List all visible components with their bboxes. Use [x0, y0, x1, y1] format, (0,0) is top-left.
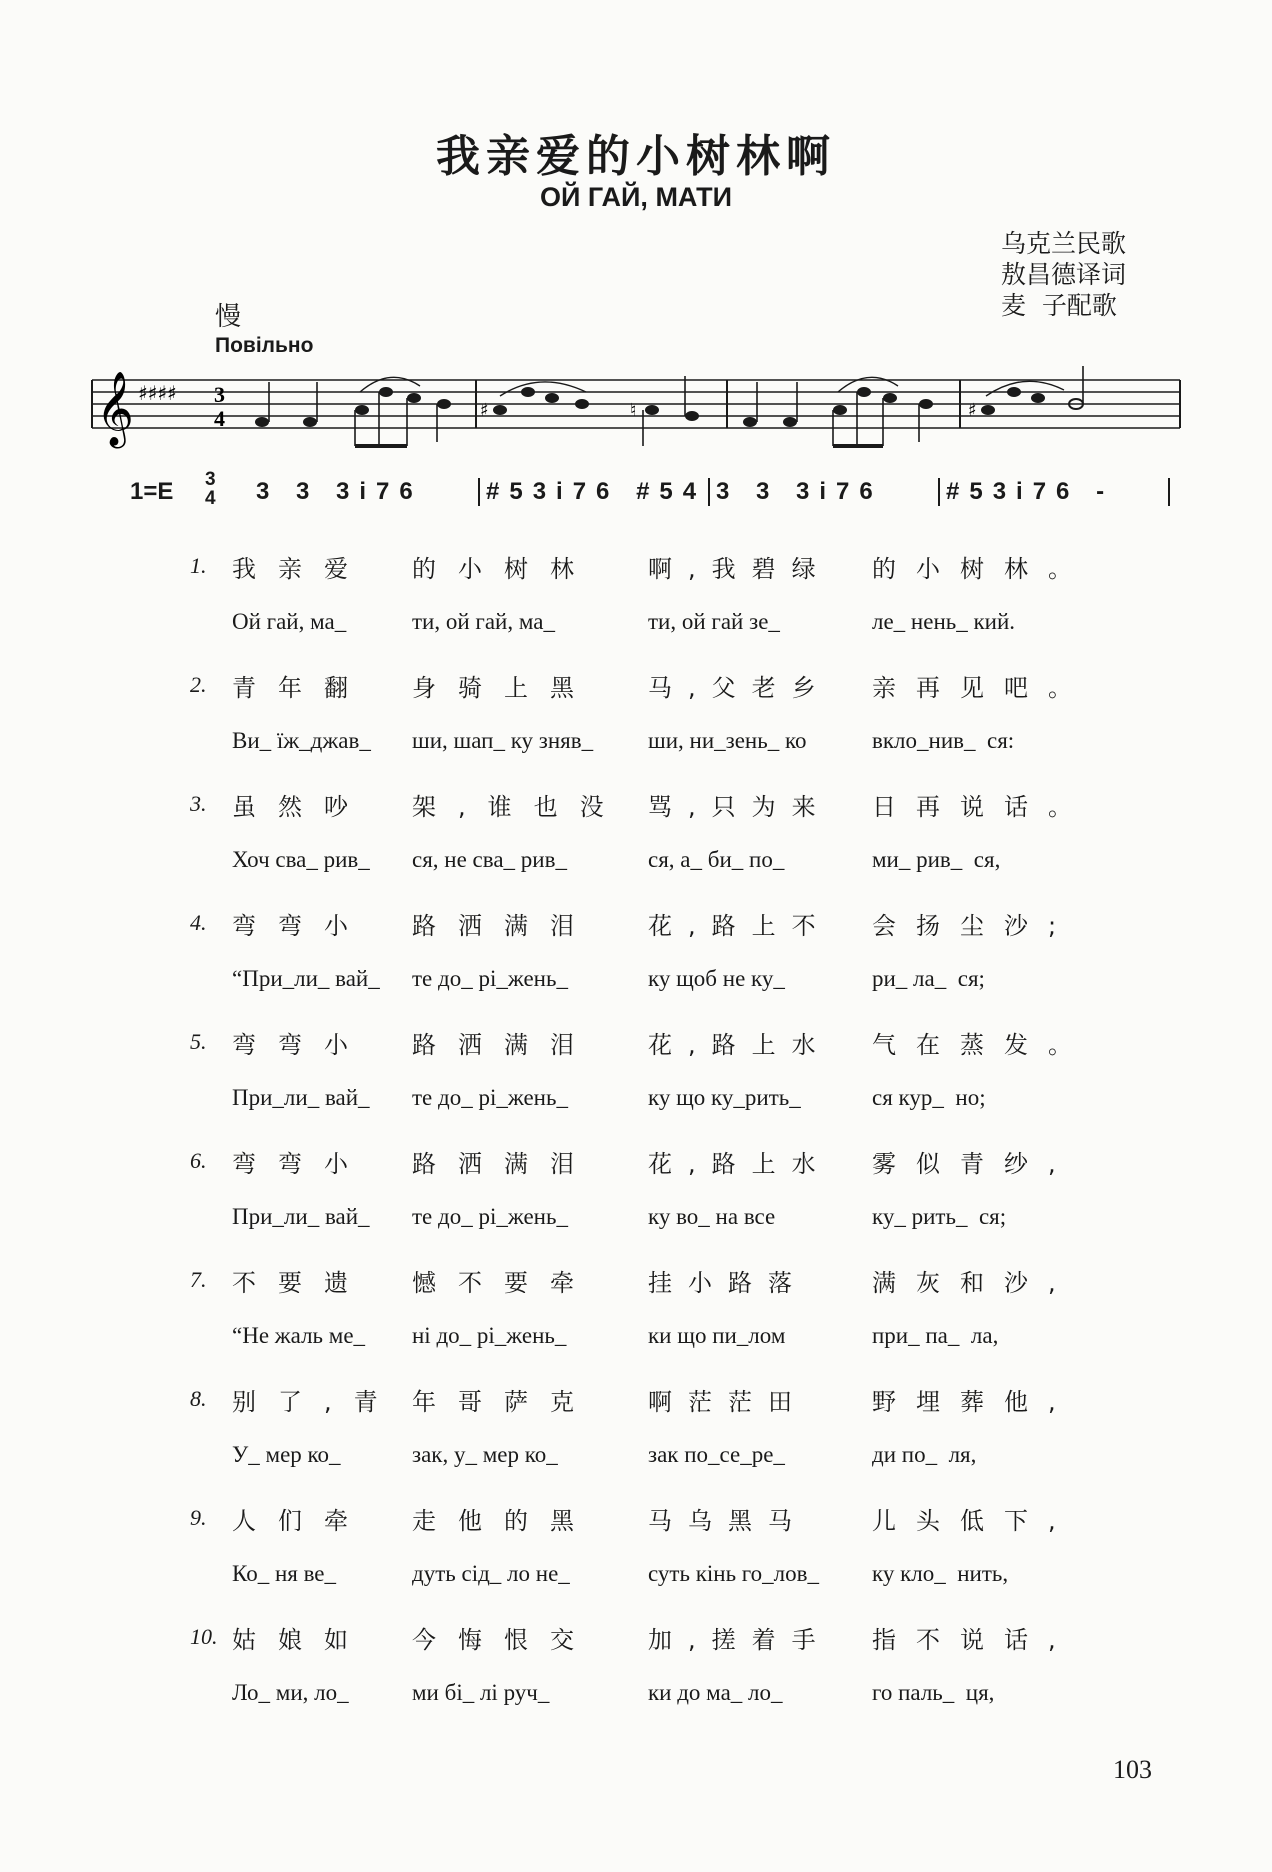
lyric-segment: ти, ой гай зе_ [648, 609, 780, 634]
lyric-segment: го паль_ ця, [872, 1680, 995, 1705]
lyric-line-ukrainian [190, 1308, 1110, 1364]
lyric-segment: ся, не сва_ рив_ [412, 847, 567, 872]
lyric-segment: 满灰和沙, [872, 1268, 1076, 1297]
lyric-line-chinese [190, 1252, 1110, 1308]
verse-number: 5. [190, 1029, 207, 1054]
lyric-segment: при_ па_ ла, [872, 1323, 999, 1348]
lyric-segment: ку щоб не ку_ [648, 966, 785, 991]
jianpu-time-signature [205, 470, 216, 508]
key-label: 1=E [130, 478, 174, 505]
lyric-segment: ся, а_ би_ по_ [648, 847, 785, 872]
lyric-segment: 骂,只为来 [648, 792, 832, 821]
lyric-segment: 走他的黑 [412, 1506, 596, 1535]
svg-text:♮: ♮ [630, 400, 637, 421]
lyric-segment: 啊,我碧绿 [648, 554, 832, 583]
lyric-segment: 的小树林。 [872, 554, 1092, 583]
verse-number: 9. [190, 1505, 207, 1530]
verse [190, 657, 1110, 769]
lyric-segment: 姑娘如 [232, 1625, 370, 1654]
lyric-line-ukrainian [190, 1546, 1110, 1602]
lyric-segment: суть кінь го_лов_ [648, 1561, 820, 1586]
accidentals [480, 400, 977, 421]
svg-text:♯: ♯ [968, 400, 977, 421]
verse-number: 3. [190, 791, 207, 816]
lyric-line-chinese [190, 1609, 1110, 1665]
lyric-segment: ми бі_ лі руч_ [412, 1680, 550, 1705]
lyric-segment: 人们牵 [232, 1506, 370, 1535]
verse [190, 776, 1110, 888]
lyric-segment: 花,路上水 [648, 1149, 832, 1178]
jianpu-measure-4: #53i76 - [940, 478, 1170, 506]
jianpu-measures [250, 478, 1170, 506]
lyric-segment: 憾不要牵 [412, 1268, 596, 1297]
lyric-segment: 路洒满泪 [412, 1149, 596, 1178]
lyric-segment: дуть сід_ ло не_ [412, 1561, 570, 1586]
lyric-line-ukrainian [190, 713, 1110, 769]
verse [190, 1252, 1110, 1364]
lyric-segment: 野埋葬他, [872, 1387, 1076, 1416]
lyric-segment: Ко_ ня ве_ [232, 1561, 337, 1586]
lyric-segment: ки що пи_лом [648, 1323, 786, 1348]
credits [1001, 228, 1126, 321]
lyric-segment: ки до ма_ ло_ [648, 1680, 783, 1705]
lyric-line-chinese [190, 1014, 1110, 1070]
lyric-segment: 马,父老乡 [648, 673, 832, 702]
lyric-line-chinese [190, 1490, 1110, 1546]
verse-number: 4. [190, 910, 207, 935]
verse [190, 1609, 1110, 1721]
lyric-segment: 亲再见吧。 [872, 673, 1092, 702]
lyric-segment: ле_ нень_ кий. [872, 609, 1016, 634]
time-signature-bottom: 4 [214, 406, 225, 431]
lyric-segment: ши, шап_ ку зняв_ [412, 728, 594, 753]
lyric-line-chinese [190, 538, 1110, 594]
lyric-segment: 路洒满泪 [412, 1030, 596, 1059]
lyric-segment: “При_ли_ вай_ [232, 966, 380, 991]
lyric-segment: У_ мер ко_ [232, 1442, 341, 1467]
lyric-segment: “Не жаль ме_ [232, 1323, 366, 1348]
lyric-segment: 马乌黑马 [648, 1506, 808, 1535]
lyric-segment: 我亲爱 [232, 554, 370, 583]
verse-number: 6. [190, 1148, 207, 1173]
verse [190, 1371, 1110, 1483]
lyric-line-ukrainian [190, 832, 1110, 888]
lyric-segment: 雾似青纱, [872, 1149, 1076, 1178]
verse [190, 895, 1110, 1007]
lyric-segment: 花,路上水 [648, 1030, 832, 1059]
lyric-segment: ши, ни_зень_ ко [648, 728, 807, 753]
lyric-segment: 身骑上黑 [412, 673, 596, 702]
verse-number: 8. [190, 1386, 207, 1411]
verse [190, 1014, 1110, 1126]
lyric-segment: ку що ку_рить_ [648, 1085, 801, 1110]
credit-origin: 乌克兰民歌 [1000, 229, 1126, 258]
credit-translator: 敖昌德译词 [1000, 260, 1126, 289]
verse-number: 10. [190, 1624, 218, 1649]
lyric-segment: 的小树林 [412, 554, 596, 583]
lyric-segment: 挂小路落 [648, 1268, 808, 1297]
lyric-line-chinese [190, 895, 1110, 951]
lyric-segment: Ой гай, ма_ [232, 609, 347, 634]
tempo-marking-chinese: 慢 [215, 302, 242, 332]
lyric-segment: зак по_се_ре_ [648, 1442, 785, 1467]
verse-number: 2. [190, 672, 207, 697]
jianpu-measure-3: 3 3 3i76 [710, 478, 940, 506]
lyric-segment: 指不说话, [872, 1625, 1076, 1654]
lyric-segment: ся кур_ но; [872, 1085, 986, 1110]
lyric-segment: 今悔恨交 [412, 1625, 596, 1654]
lyric-segment: ти, ой гай, ма_ [412, 609, 555, 634]
lyric-segment: 弯弯小 [232, 1149, 370, 1178]
key-signature-sharps: ♯♯♯♯ [138, 381, 177, 405]
lyric-segment: Ло_ ми, ло_ [232, 1680, 349, 1705]
lyric-segment: 日再说话。 [872, 792, 1092, 821]
time-signature-top: 3 [214, 382, 225, 407]
lyric-segment: 加,搓着手 [648, 1625, 832, 1654]
lyric-segment: 弯弯小 [232, 1030, 370, 1059]
jianpu-time-bottom: 4 [205, 488, 216, 509]
lyric-segment: 弯弯小 [232, 911, 370, 940]
lyric-segment: 啊茫茫田 [648, 1387, 808, 1416]
lyric-segment: ку_ рить_ ся; [872, 1204, 1007, 1229]
noteheads [255, 387, 1045, 427]
lyric-line-chinese [190, 776, 1110, 832]
jianpu-measure-1: 3 3 3i76 [250, 478, 480, 506]
tempo-marking-ukrainian: Повільно [215, 334, 314, 357]
lyric-segment: вкло_нив_ ся: [872, 728, 1015, 753]
lyric-segment: 花,路上不 [648, 911, 832, 940]
lyric-segment: ку кло_ нить, [872, 1561, 1009, 1586]
lyric-line-chinese [190, 1371, 1110, 1427]
music-staff [0, 350, 1272, 460]
lyric-segment: ку во_ на все [648, 1204, 776, 1229]
verse-number: 1. [190, 553, 207, 578]
lyric-segment: При_ли_ вай_ [232, 1085, 370, 1110]
lyric-segment: Ви_ їж_джав_ [232, 728, 371, 753]
lyric-line-ukrainian [190, 594, 1110, 650]
lyric-segment: 架,谁也没 [412, 792, 626, 821]
verse [190, 1133, 1110, 1245]
lyric-segment: 路洒满泪 [412, 911, 596, 940]
lyric-segment: При_ли_ вай_ [232, 1204, 370, 1229]
jianpu-notation [130, 470, 1170, 522]
lyric-line-ukrainian [190, 1665, 1110, 1721]
lyric-line-chinese [190, 1133, 1110, 1189]
jianpu-time-top: 3 [205, 469, 216, 490]
lyric-line-ukrainian [190, 1070, 1110, 1126]
svg-text:♯: ♯ [480, 400, 489, 421]
verse [190, 538, 1110, 650]
lyric-line-ukrainian [190, 951, 1110, 1007]
lyric-segment: 不要遗 [232, 1268, 370, 1297]
lyric-segment: 会扬尘沙; [872, 911, 1077, 940]
song-title-chinese: 我亲爱的小树林啊 [436, 131, 836, 182]
lyric-segment: ми_ рив_ ся, [872, 847, 1001, 872]
jianpu-measure-2: #53i76 #54 [480, 478, 710, 506]
lyric-segment: те до_ рі_жень_ [412, 1085, 568, 1110]
lyric-segment: 儿头低下, [872, 1506, 1076, 1535]
lyric-segment: 别了,青 [232, 1387, 400, 1416]
lyric-segment: ри_ ла_ ся; [872, 966, 985, 991]
lyric-segment: Хоч сва_ рив_ [232, 847, 370, 872]
lyric-line-ukrainian [190, 1427, 1110, 1483]
lyric-segment: те до_ рі_жень_ [412, 1204, 568, 1229]
lyric-segment: ні до_ рі_жень_ [412, 1323, 567, 1348]
song-title-ukrainian: ОЙ ГАЙ, МАТИ [540, 182, 732, 212]
lyric-line-chinese [190, 657, 1110, 713]
lyric-line-ukrainian [190, 1189, 1110, 1245]
lyric-segment: ди по_ ля, [872, 1442, 977, 1467]
lyric-segment: те до_ рі_жень_ [412, 966, 568, 991]
credit-arranger: 麦 子配歌 [1000, 291, 1117, 320]
treble-clef-icon: 𝄞 [96, 372, 134, 446]
verse-number: 7. [190, 1267, 207, 1292]
lyric-segment: зак, у_ мер ко_ [412, 1442, 558, 1467]
verse [190, 1490, 1110, 1602]
lyric-segment: 青年翻 [232, 673, 370, 702]
lyric-segment: 气在蒸发。 [872, 1030, 1092, 1059]
page-number: 103 [1113, 1755, 1152, 1784]
lyric-segment: 虽然吵 [232, 792, 370, 821]
lyric-segment: 年哥萨克 [412, 1387, 596, 1416]
